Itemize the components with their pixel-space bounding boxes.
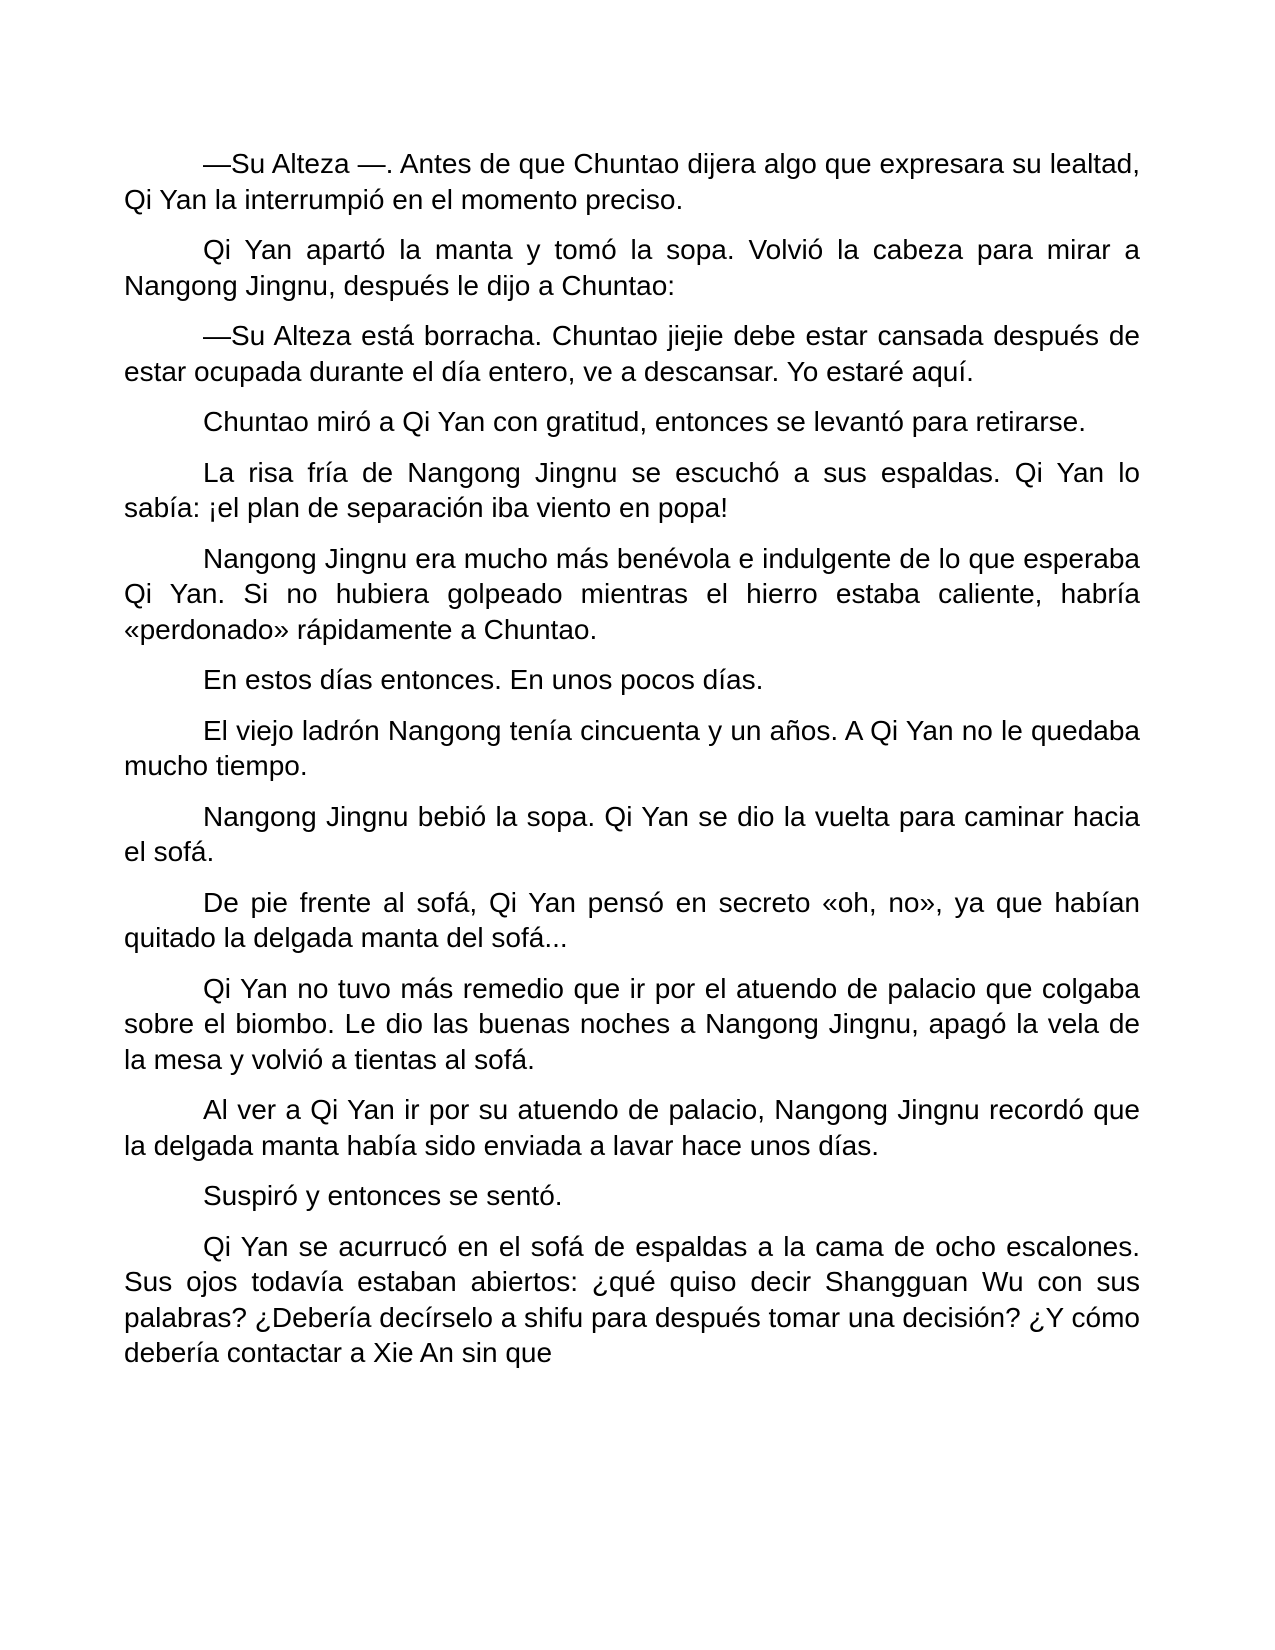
paragraph: Chuntao miró a Qi Yan con gratitud, entonces se levantó para retirarse. — [203, 406, 1087, 437]
paragraph: Al ver a Qi Yan ir por su atuendo de palacio, Nangong Jingnu recordó que la delgada manta había sido enviada a lavar hace unos días. — [124, 1094, 1140, 1161]
paragraph: La risa fría de Nangong Jingnu se escuchó a sus espaldas. Qi Yan lo sabía: ¡el plan de separación iba viento en popa! — [124, 456, 1140, 523]
paragraph: Suspiró y entonces se sentó. — [203, 1180, 563, 1211]
body-text — [124, 146, 1140, 1386]
paragraph: De pie frente al sofá, Qi Yan pensó en secreto «oh, no», ya que habían quitado la delgada manta del sofá... — [124, 886, 1140, 953]
paragraph: Nangong Jingnu bebió la sopa. Qi Yan se dio la vuelta para caminar hacia el sofá. — [124, 800, 1140, 867]
paragraph: El viejo ladrón Nangong tenía cincuenta y un años. A Qi Yan no le quedaba mucho tiempo. — [124, 714, 1140, 781]
paragraph: En estos días entonces. En unos pocos días. — [203, 664, 764, 695]
paragraph: —Su Alteza —. Antes de que Chuntao dijera algo que expresara su lealtad, Qi Yan la interrumpió en el momento preciso. — [124, 148, 1140, 215]
paragraph: Qi Yan se acurrucó en el sofá de espaldas a la cama de ocho escalones. Sus ojos todavía estaban abiertos: ¿qué quiso decir Shangguan Wu con sus palabras? ¿Debería decírselo a shifu para después tomar una decisión? ¿Y cómo debería contactar a Xie An sin que — [124, 1230, 1140, 1368]
paragraph: Qi Yan apartó la manta y tomó la sopa. Volvió la cabeza para mirar a Nangong Jingnu, después le dijo a Chuntao: — [124, 234, 1140, 301]
paragraph: Qi Yan no tuvo más remedio que ir por el atuendo de palacio que colgaba sobre el biombo. Le dio las buenas noches a Nangong Jingnu, apagó la vela de la mesa y volvió a tientas al sofá. — [124, 972, 1140, 1075]
paragraph: —Su Alteza está borracha. Chuntao jiejie debe estar cansada después de estar ocupada durante el día entero, ve a descansar. Yo estaré aquí. — [124, 320, 1140, 387]
paragraph: Nangong Jingnu era mucho más benévola e indulgente de lo que esperaba Qi Yan. Si no hubiera golpeado mientras el hierro estaba caliente, habría «perdonado» rápidamente a Chuntao. — [124, 542, 1140, 645]
